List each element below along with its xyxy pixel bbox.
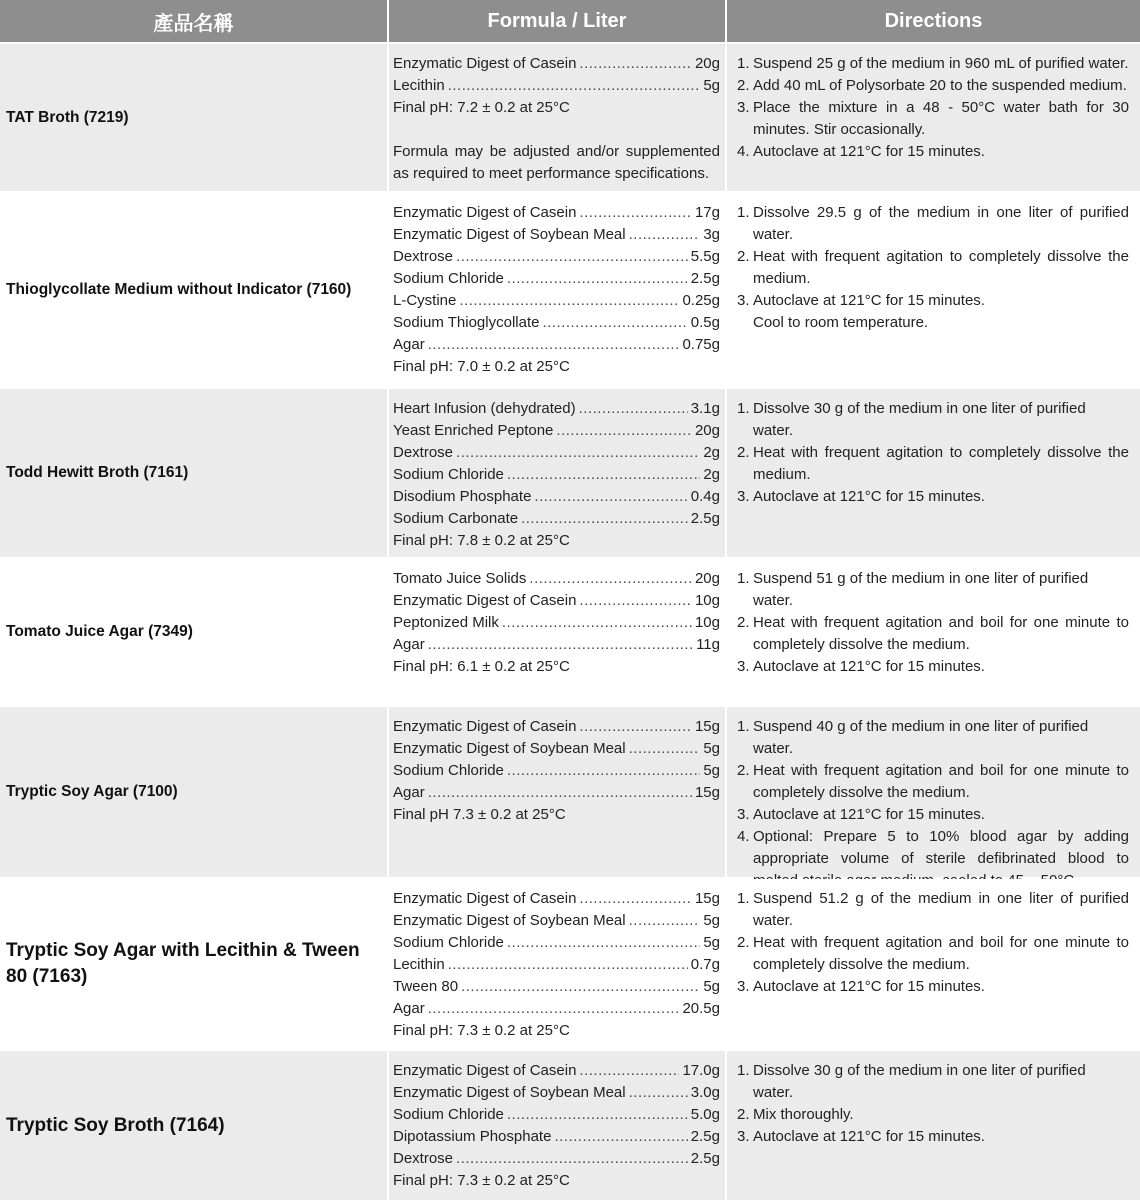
ingredient-line: Dextrose ..... 2.5g (393, 1148, 720, 1170)
directions-cell (727, 193, 1140, 387)
direction-step: 2. Add 40 mL of Polysorbate 20 to the suspended medium. (737, 77, 1127, 94)
ingredient-line: Enzymatic Digest of Soybean Meal ..... 5g (393, 910, 720, 932)
ingredient-line: Tween 80 ..... 5g (393, 976, 720, 998)
formula-cell (389, 193, 725, 387)
direction-step: 1. Suspend 25 g of the medium in 960 mL of purified water. (737, 55, 1129, 72)
direction-step: 4. Autoclave at 121°C for 15 minutes. (737, 143, 985, 160)
product-name: Thioglycollate Medium without Indicator (7160) (0, 193, 387, 387)
directions-cell (727, 559, 1140, 705)
direction-step: 2. Heat with frequent agitation and boil for one minute to completely dissolve the medium. (737, 614, 1129, 653)
table-row (0, 389, 1140, 557)
ingredient-line: Enzymatic Digest of Casein ..... 17g (393, 202, 720, 224)
ingredient-line: Peptonized Milk ..... 10g (393, 612, 720, 634)
header-directions: Directions (727, 0, 1140, 42)
ingredient-line: Tomato Juice Solids ..... 20g (393, 568, 720, 590)
directions-cell (727, 707, 1140, 877)
direction-step: 4. Optional: Prepare 5 to 10% blood agar by adding appropriate volume of sterile defibrinated blood to (737, 828, 1129, 867)
ingredient-line: Agar ..... 15g (393, 782, 720, 804)
direction-step: 2. Heat with frequent agitation to completely dissolve the medium. (737, 444, 1129, 483)
final-ph: Final pH 7.3 ± 0.2 at 25°C (393, 806, 566, 823)
final-ph: Final pH: 7.3 ± 0.2 at 25°C (393, 1172, 570, 1189)
direction-step: 2. Mix thoroughly. (737, 1106, 854, 1123)
ingredient-line: Heart Infusion (dehydrated) ..... 3.1g (393, 398, 720, 420)
directions-cell (727, 44, 1140, 191)
formula-cell (389, 1051, 725, 1200)
table-row (0, 707, 1140, 877)
direction-step: 3. Place the mixture in a 48 - 50°C water bath for 30 minutes. Stir occasionally. (737, 99, 1129, 138)
product-name: Tryptic Soy Agar with Lecithin & Tween 80 (7163) (0, 879, 387, 1049)
direction-step: 2. Heat with frequent agitation to completely dissolve the medium. (737, 248, 1129, 287)
final-ph: Final pH: 7.2 ± 0.2 at 25°C (393, 99, 570, 116)
ingredient-line: Yeast Enriched Peptone ..... 20g (393, 420, 720, 442)
direction-extra: Cool to room temperature. (753, 314, 929, 331)
ingredient-line: Agar ..... 20.5g (393, 998, 720, 1020)
ingredient-line: Dextrose ..... 5.5g (393, 246, 720, 268)
ingredient-name: Enzymatic Digest of Casein (393, 55, 577, 72)
ingredient-line: L-Cystine ..... 0.25g (393, 290, 720, 312)
ingredient-line: Sodium Carbonate ..... 2.5g (393, 508, 720, 530)
ingredient-line: Enzymatic Digest of Casein ..... 15g (393, 888, 720, 910)
table-row (0, 559, 1140, 705)
ingredient-line: Lecithin ..... 0.7g (393, 954, 720, 976)
formula-cell (389, 44, 725, 191)
ingredient-amount: 5g (703, 77, 720, 94)
formula-cell (389, 879, 725, 1049)
table-row (0, 193, 1140, 387)
formula-note: Formula may be adjusted and/or supplemented as required to meet performance specifications. (393, 143, 720, 182)
table-row (0, 1051, 1140, 1200)
table-row (0, 44, 1140, 191)
ingredient-line (393, 75, 720, 97)
ingredient-line: Sodium Chloride ..... 5.0g (393, 1104, 720, 1126)
final-ph: Final pH: 7.8 ± 0.2 at 25°C (393, 532, 570, 549)
direction-step: 3. Autoclave at 121°C for 15 minutes. (737, 488, 985, 505)
ingredient-line: Dextrose ..... 2g (393, 442, 720, 464)
ingredient-line: Enzymatic Digest of Soybean Meal ..... 3.0g (393, 1082, 720, 1104)
direction-step: 2. Heat with frequent agitation and boil for one minute to completely dissolve the medium. (737, 934, 1129, 973)
product-name: Tryptic Soy Broth (7164) (0, 1051, 387, 1200)
directions-cell (727, 1051, 1140, 1200)
ingredient-line (393, 53, 720, 75)
header-formula: Formula / Liter (389, 0, 725, 42)
direction-step: 2. Heat with frequent agitation and boil for one minute to completely dissolve the medium. (737, 762, 1129, 801)
ingredient-line: Sodium Chloride ..... 5g (393, 760, 720, 782)
ingredient-line: Sodium Chloride ..... 5g (393, 932, 720, 954)
formula-cell (389, 389, 725, 557)
ingredient-line: Sodium Chloride ..... 2g (393, 464, 720, 486)
ingredient-line: Enzymatic Digest of Soybean Meal ..... 5g (393, 738, 720, 760)
ingredient-name: Lecithin (393, 77, 445, 94)
direction-step: 1. Dissolve 30 g of the medium in one liter of purified water. (737, 1062, 1086, 1101)
direction-step: 3. Autoclave at 121°C for 15 minutes. (737, 658, 985, 675)
directions-cell (727, 389, 1140, 557)
final-ph: Final pH: 7.0 ± 0.2 at 25°C (393, 358, 570, 375)
product-name: Tryptic Soy Agar (7100) (0, 707, 387, 877)
ingredient-line: Enzymatic Digest of Casein ..... 10g (393, 590, 720, 612)
ingredient-line: Enzymatic Digest of Casein ..... 15g (393, 716, 720, 738)
formula-cell (389, 559, 725, 705)
ingredient-line: Sodium Chloride ..... 2.5g (393, 268, 720, 290)
ingredient-line: Enzymatic Digest of Casein ..... 17.0g (393, 1060, 720, 1082)
ingredient-line: Disodium Phosphate ..... 0.4g (393, 486, 720, 508)
ingredient-line: Sodium Thioglycollate ..... 0.5g (393, 312, 720, 334)
direction-step: 1. Dissolve 29.5 g of the medium in one liter of purified water. (737, 204, 1129, 243)
final-ph: Final pH: 7.3 ± 0.2 at 25°C (393, 1022, 570, 1039)
ingredient-line: Enzymatic Digest of Soybean Meal ..... 3g (393, 224, 720, 246)
ingredient-line: Agar ..... 0.75g (393, 334, 720, 356)
direction-step: 1. Suspend 51.2 g of the medium in one liter of purified water. (737, 890, 1129, 929)
directions-cell (727, 879, 1140, 1049)
header-product-name: 產品名稱 (0, 0, 387, 42)
direction-step: 1. Suspend 51 g of the medium in one liter of purified water. (737, 570, 1089, 609)
product-name: Tomato Juice Agar (7349) (0, 559, 387, 705)
direction-step: 3. Autoclave at 121°C for 15 minutes. (737, 806, 985, 823)
table-row (0, 879, 1140, 1049)
ingredient-line: Agar ..... 11g (393, 634, 720, 656)
direction-step: 1. Suspend 40 g of the medium in one liter of purified water. (737, 718, 1089, 757)
direction-step: 3. Autoclave at 121°C for 15 minutes. (737, 978, 985, 995)
direction-step: 1. Dissolve 30 g of the medium in one liter of purified water. (737, 400, 1086, 439)
product-name: TAT Broth (7219) (0, 44, 387, 191)
ingredient-line: Dipotassium Phosphate ..... 2.5g (393, 1126, 720, 1148)
direction-step: 3. Autoclave at 121°C for 15 minutes. (737, 1128, 985, 1145)
ingredient-amount: 20g (694, 55, 720, 72)
formula-cell (389, 707, 725, 877)
direction-step: 3. Autoclave at 121°C for 15 minutes. (737, 292, 985, 309)
final-ph: Final pH: 6.1 ± 0.2 at 25°C (393, 658, 570, 675)
product-name: Todd Hewitt Broth (7161) (0, 389, 387, 557)
